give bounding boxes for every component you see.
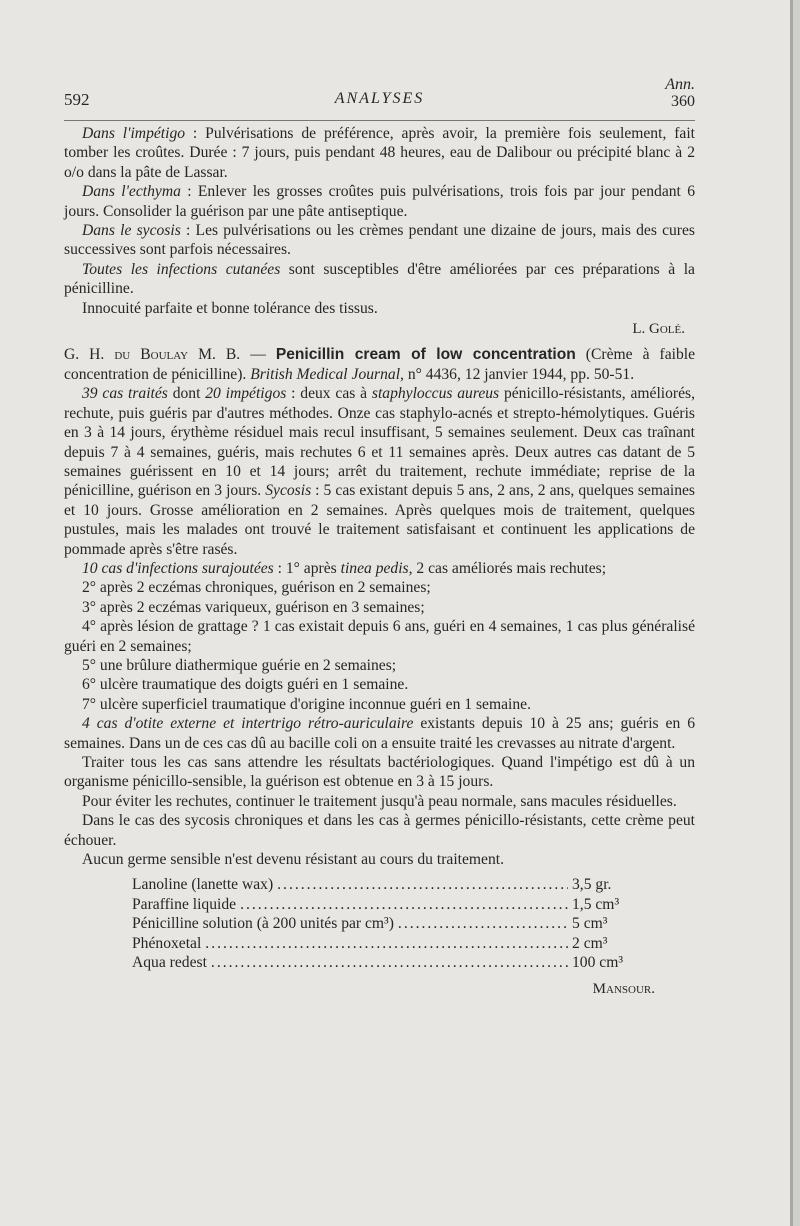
leader-dots bbox=[398, 914, 568, 933]
text-italic: 39 cas traités bbox=[82, 385, 168, 403]
citation-authors: G. H. du Boulay M. B. bbox=[64, 346, 241, 364]
paragraph-lead: Dans le sycosis bbox=[82, 222, 181, 240]
paragraph-innocuite bbox=[64, 299, 695, 318]
volume-number: 360 bbox=[671, 93, 695, 110]
annals-volume bbox=[665, 76, 695, 110]
paragraph-infections bbox=[64, 260, 695, 299]
recipe-ingredient: Aqua redest bbox=[132, 954, 207, 971]
recipe-ingredient: Phénoxetal bbox=[132, 934, 202, 952]
text: existants depuis 10 à 25 ans; guéris en 6 semaines. Dans un de ces cas dû au bacille coli on a ensuite traité les crevasses au nitrate d'argent. bbox=[64, 715, 695, 752]
recipe-row bbox=[132, 875, 642, 894]
paragraph-otite bbox=[64, 714, 695, 753]
text-italic: 4 cas d'otite externe et intertrigo rétro-auriculaire bbox=[82, 715, 414, 733]
text-italic: Sycosis bbox=[265, 482, 312, 500]
paragraph-cases bbox=[64, 384, 695, 559]
text: : deux cas à bbox=[286, 385, 372, 403]
paragraph-lead: Toutes les infections cutanées bbox=[82, 260, 281, 278]
recipe-ingredient: Paraffine liquide bbox=[132, 895, 237, 913]
paragraph-text: : Les pulvérisations ou les crèmes pendant une dizaine de jours, mais des cures successives sont parfois nécessaires. bbox=[64, 222, 695, 259]
citation-title: Penicillin cream of low concentration bbox=[275, 346, 576, 364]
paragraph-text: sont susceptibles d'être améliorées par ces préparations à la pénicilline. bbox=[64, 260, 695, 298]
paragraph-ecthyma bbox=[64, 182, 695, 221]
page-header bbox=[64, 76, 695, 114]
paragraph-text: Innocuité parfaite et bonne tolérance des tissus. bbox=[82, 299, 378, 317]
paragraph-surajoutees bbox=[64, 559, 695, 578]
article-body bbox=[64, 124, 695, 1000]
list-item: 6° ulcère traumatique des doigts guéri en 1 semaine. bbox=[82, 676, 409, 694]
citation-journal: British Medical Journal, bbox=[250, 365, 404, 383]
recipe-ingredient: Lanoline (lanette wax) bbox=[132, 876, 274, 894]
recipe-table bbox=[132, 875, 642, 972]
recipe-quantity: 2 cm³ bbox=[572, 934, 608, 952]
list-item: 5° une brûlure diathermique guérie en 2 semaines; bbox=[82, 656, 397, 674]
annals-abbreviation: Ann. bbox=[665, 76, 695, 93]
list-item: 3° après 2 eczémas variqueux, guérison en 3 semaines; bbox=[82, 598, 425, 616]
recipe-ingredient: Pénicilline solution (à 200 unités par cm³) bbox=[132, 915, 394, 933]
list-item: 4° après lésion de grattage ? 1 cas existait depuis 6 ans, guéri en 4 semaines, 1 cas plus généralisé guéri en 2 semaines; bbox=[64, 618, 695, 655]
recipe-row bbox=[132, 934, 642, 953]
paragraph-text: : Enlever les grosses croûtes puis pulvérisations, trois fois par jour pendant 6 jours. Consolider la guérison par une pâte antiseptique. bbox=[64, 183, 695, 220]
citation-dash: — bbox=[240, 346, 276, 364]
text: dont bbox=[167, 385, 206, 403]
paragraph-sycosis-chroniques: Dans le cas des sycosis chroniques et dans les cas à germes pénicillo-résistants, cette crème peut échouer. bbox=[64, 812, 695, 849]
recipe-row bbox=[132, 953, 642, 972]
paragraph-aucun-germe: Aucun germe sensible n'est devenu résistant au cours du traitement. bbox=[82, 851, 504, 869]
recipe-row bbox=[132, 914, 642, 933]
text: : 1° après bbox=[273, 559, 341, 577]
page-number: 592 bbox=[64, 90, 90, 109]
paragraph-lead: Dans l'impétigo bbox=[82, 125, 186, 142]
paragraph-impetigo bbox=[64, 124, 695, 182]
leader-dots bbox=[277, 875, 568, 894]
recipe-quantity: 5 cm³ bbox=[572, 915, 608, 933]
leader-dots bbox=[240, 895, 568, 914]
recipe-quantity: 1,5 cm³ bbox=[572, 895, 620, 913]
text-italic: 20 impétigos bbox=[205, 385, 287, 403]
text: pénicillo-résistants, améliorés, rechute, puis guéris par d'autres méthodes. Onze cas staphylo-acnés et strepto-hémolytiques. Guéris en 3 à 14 jours, érythème résiduel mais recul insuffisant, 5 semaines seulement. Deux cas traînant depuis 7 à 4 semaines, guéris, mais rechutes 6 et 11 semaines après. Deux autres cas datant de 5 semaines guérissent en 10 et 14 jours; arrêt du traitement, rechute immédiate; reprise de la pénicilline, guérison en 3 jours. bbox=[64, 385, 695, 500]
citation-subtitle: (Crème à faible concentration de pénicilline). bbox=[64, 346, 695, 383]
paragraph-text: : Pulvérisations de préférence, après avoir, la première fois seulement, fait tomber les croûtes. Durée : 7 jours, puis pendant 48 heures, eau de Dalibour ou précipité blanc à 2 o/o dans la pâte de Lassar. bbox=[64, 125, 695, 181]
paragraph-rechutes: Pour éviter les rechutes, continuer le traitement jusqu'à peau normale, sans macules résiduelles. bbox=[82, 792, 677, 810]
text-italic: 10 cas d'infections surajoutées bbox=[82, 559, 274, 577]
text: 2 cas améliorés mais rechutes; bbox=[412, 559, 607, 577]
recipe-row bbox=[132, 895, 642, 914]
paragraph-sycosis bbox=[64, 221, 695, 260]
citation-details: n° 4436, 12 janvier 1944, pp. 50-51. bbox=[403, 365, 635, 383]
signature-gole: L. Golé. bbox=[632, 321, 685, 338]
signature-mansour: Mansour. bbox=[592, 981, 655, 998]
paragraph-traiter: Traiter tous les cas sans attendre les résultats bactériologiques. Quand l'impétigo est dû à un organisme pénicillo-sensible, la guérison est obtenue en 3 à 15 jours. bbox=[64, 754, 695, 791]
text: : 5 cas existant depuis 5 ans, 2 ans, 2 ans, quelques semaines et 10 jours. Grosse amélioration en 2 semaines. Après quelques mois de traitement, quelques pustules, mais les malades ont trouvé le traitement satisfaisant et continuent les applications de pommade après s'être rasés. bbox=[64, 482, 695, 558]
paragraph-lead: Dans l'ecthyma bbox=[82, 183, 181, 201]
text-italic: tinea pedis, bbox=[340, 559, 413, 577]
leader-dots bbox=[205, 934, 568, 953]
header-rule bbox=[64, 120, 695, 121]
list-item: 2° après 2 eczémas chroniques, guérison en 2 semaines; bbox=[82, 579, 431, 597]
list-item: 7° ulcère superficiel traumatique d'origine inconnue guéri en 1 semaine. bbox=[82, 695, 531, 713]
running-title: ANALYSES bbox=[334, 90, 425, 107]
text-italic: staphyloccus aureus bbox=[371, 385, 500, 403]
recipe-quantity: 3,5 gr. bbox=[572, 876, 612, 894]
leader-dots bbox=[211, 953, 568, 972]
recipe-quantity: 100 cm³ bbox=[572, 954, 624, 971]
article-citation bbox=[64, 345, 695, 384]
